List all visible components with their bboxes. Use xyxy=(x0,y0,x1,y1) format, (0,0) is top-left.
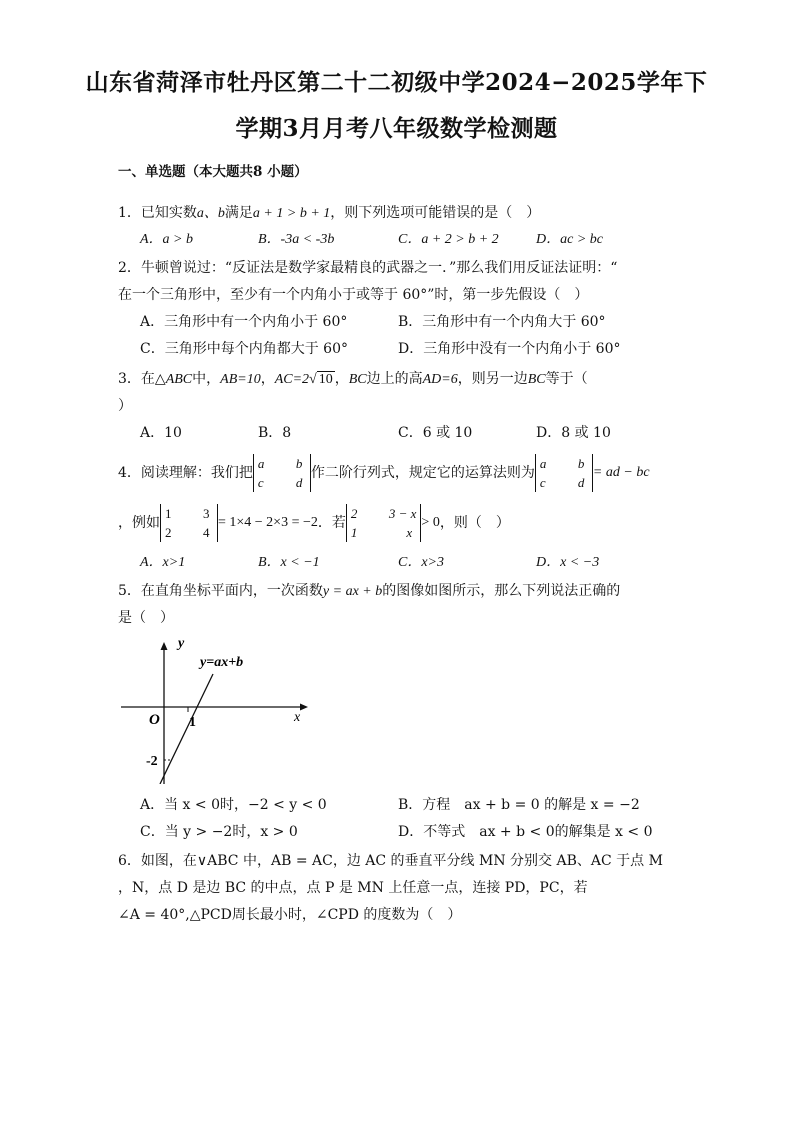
q1-vars: a、b xyxy=(196,206,225,221)
question-6-line3: ∠A = 40°,△PCD周长最小时，∠CPD 的度数为（ ） xyxy=(118,907,462,923)
q1-condition: a + 1 > b + 1 xyxy=(252,206,331,221)
question-4-line2 xyxy=(118,502,510,544)
question-4-line1 xyxy=(118,452,650,494)
question-6-line2: ，N，点 D 是边 BC 的中点，点 P 是 MN 上任意一点，连接 PD，PC，若 xyxy=(118,880,588,896)
question-1-stem xyxy=(118,203,540,224)
q4-rule: = ad − bc xyxy=(592,465,650,480)
q5-function: y = ax + b xyxy=(322,584,383,599)
page-title-line2: 学期3月月考八年级数学检测题 xyxy=(235,115,558,142)
q1-text-b: 满足 xyxy=(224,205,253,221)
q1-option-a[interactable]: A．a > b xyxy=(140,232,193,247)
q3-bc: BC xyxy=(348,372,367,387)
determinant-1: a b c d xyxy=(253,454,311,492)
q3-text-c: ， xyxy=(260,371,275,387)
q3-bc2: BC xyxy=(527,372,546,387)
q3-ad: AD=6 xyxy=(422,372,458,387)
q4-text-b: 作二阶行列式，规定它的运算法则为 xyxy=(310,465,535,481)
determinant-2: a b c d xyxy=(535,454,593,492)
q1-text: 1．已知实数 xyxy=(118,205,197,221)
determinant-4: 2 3 − x 1 x xyxy=(346,504,422,542)
q1-option-d[interactable]: D．ac > bc xyxy=(536,232,603,247)
q3-text-g: 等于（ xyxy=(545,371,588,387)
q3-ab: AB=10 xyxy=(220,372,261,387)
q3-text-b: 中， xyxy=(192,371,221,387)
q3-option-a[interactable]: A．10 xyxy=(140,425,182,441)
q4-condition: > 0 xyxy=(421,515,440,530)
q4-option-c[interactable]: C．x>3 xyxy=(398,555,444,570)
x-axis-arrow xyxy=(300,704,308,711)
origin-label: O xyxy=(149,712,160,728)
function-line xyxy=(160,674,213,784)
q2-option-d[interactable]: D．三角形中没有一个内角小于 60° xyxy=(398,341,621,357)
question-3-line2: ） xyxy=(118,398,132,414)
q3-ac: AC=2 xyxy=(274,372,310,387)
question-3-stem xyxy=(118,369,588,390)
question-6-line1: 6．如图，在∨ABC 中，AB = AC，边 AC 的垂直平分线 MN 分别交 AB、AC 于点 M xyxy=(118,853,663,869)
q4-text-c: ，例如 xyxy=(118,515,160,531)
q4-example: = 1×4 − 2×3 = −2 xyxy=(218,515,318,530)
q5-text-a: 5．在直角坐标平面内，一次函数 xyxy=(118,583,323,599)
q3-text-a: 3．在 xyxy=(118,371,155,387)
question-5-line2: 是（ ） xyxy=(118,610,174,626)
question-5-line1 xyxy=(118,581,620,602)
q3-text-f: ，则另一边 xyxy=(457,371,528,387)
y-axis-arrow xyxy=(161,642,168,650)
q5-option-d[interactable]: D．不等式 ax + b < 0的解集是 x < 0 xyxy=(398,824,653,840)
determinant-3: 1 3 2 4 xyxy=(160,504,218,542)
x-axis-label: x xyxy=(294,710,301,725)
q2-option-c[interactable]: C．三角形中每个内角都大于 60° xyxy=(140,341,348,357)
q4-option-a[interactable]: A．x>1 xyxy=(140,555,186,570)
q3-option-b[interactable]: B．8 xyxy=(258,425,292,441)
q4-text-d: ．若 xyxy=(317,515,346,531)
q4-text-a: 4．阅读理解：我们把 xyxy=(118,465,253,481)
q1-option-b[interactable]: B．-3a < -3b xyxy=(258,232,335,247)
q3-option-c[interactable]: C．6 或 10 xyxy=(398,425,473,441)
y-axis-label: y xyxy=(178,636,185,651)
q3-sqrt-value: 10 xyxy=(318,372,333,387)
sqrt-sign: √ xyxy=(309,372,317,387)
page-title-line1: 山东省菏泽市牡丹区第二十二初级中学2024−2025学年下 xyxy=(85,69,708,96)
q3-option-d[interactable]: D．8 或 10 xyxy=(536,425,611,441)
q5-text-b: 的图像如图所示，那么下列说法正确的 xyxy=(382,583,621,599)
section-heading: 一、单选题（本大题共8 小题） xyxy=(118,164,308,180)
q3-text-d: ， xyxy=(334,371,349,387)
x-intercept-label: 1 xyxy=(189,715,196,730)
q3-text-e: 边上的高 xyxy=(366,371,423,387)
q4-option-b[interactable]: B．x < −1 xyxy=(258,555,320,570)
q5-option-c[interactable]: C．当 y > −2时，x > 0 xyxy=(140,824,298,840)
y-intercept-label: -2 xyxy=(146,754,158,769)
q5-option-b[interactable]: B．方程 ax + b = 0 的解是 x = −2 xyxy=(398,797,640,813)
q4-text-e: ，则（ ） xyxy=(439,515,510,531)
q5-option-a[interactable]: A．当 x < 0时，−2 < y < 0 xyxy=(140,797,327,813)
q3-triangle: △ABC xyxy=(154,372,193,387)
question-2-line2: 在一个三角形中，至少有一个内角小于或等于 60°”时，第一步先假设（ ） xyxy=(118,287,589,303)
q1-text-c: ，则下列选项可能错误的是（ ） xyxy=(330,205,541,221)
q2-option-b[interactable]: B．三角形中有一个内角大于 60° xyxy=(398,314,606,330)
linear-function-graph xyxy=(116,634,316,784)
function-label: y=ax+b xyxy=(200,655,244,670)
q4-option-d[interactable]: D．x < −3 xyxy=(536,555,600,570)
q2-option-a[interactable]: A．三角形中有一个内角小于 60° xyxy=(140,314,348,330)
question-2-line1: 2．牛顿曾说过：“反证法是数学家最精良的武器之一．”那么我们用反证法证明：“ xyxy=(118,260,618,276)
q1-option-c[interactable]: C．a + 2 > b + 2 xyxy=(398,232,499,247)
